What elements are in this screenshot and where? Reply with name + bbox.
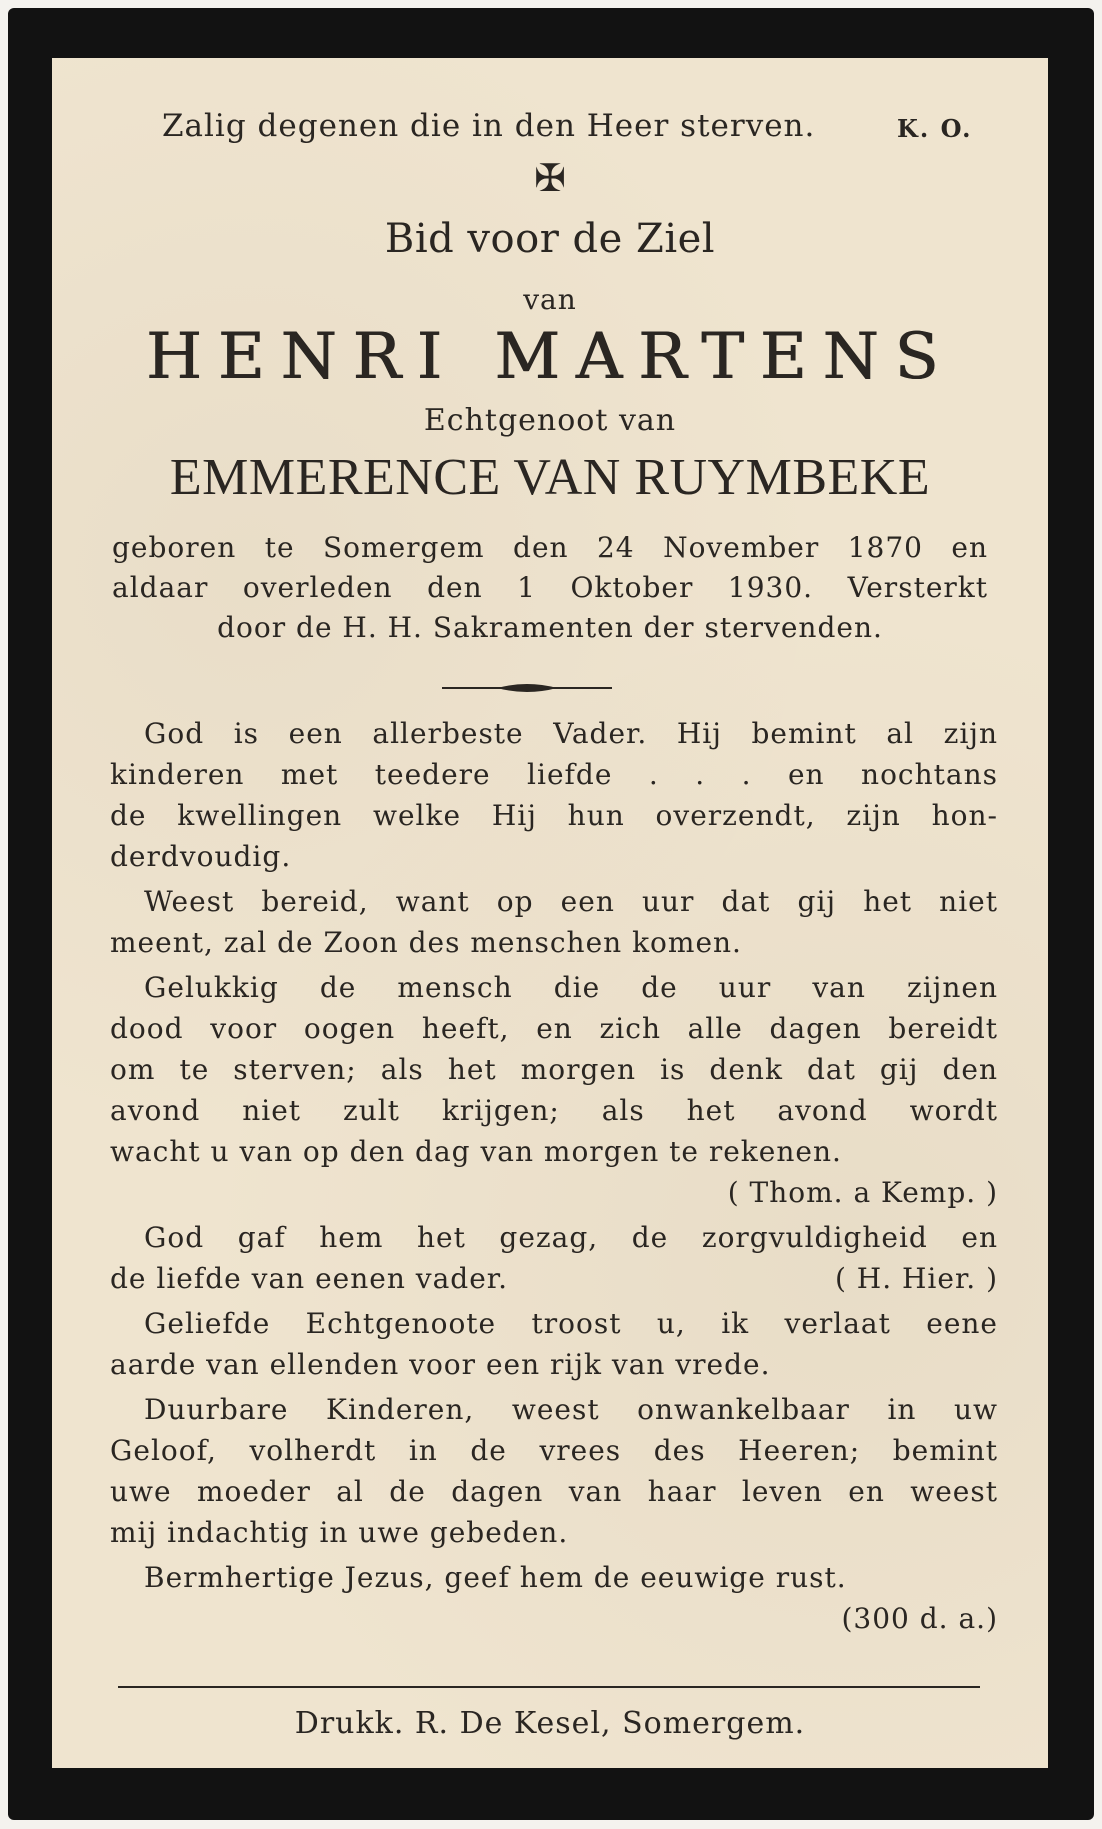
- verse-line: Gelukkig de mensch die de uur van zijnen: [144, 971, 998, 1004]
- verse-line: Bermhertige Jezus, geef hem de eeuwige rust.: [144, 1561, 847, 1594]
- van-text: van: [523, 283, 577, 316]
- verse-citation: ( Thom. a Kemp. ): [727, 1176, 998, 1209]
- verse-line: wacht u van op den dag van morgen te rekenen.: [110, 1135, 842, 1168]
- verse-paragraph: [110, 1389, 998, 1553]
- verse-paragraph: [110, 881, 998, 963]
- verse-citation: (300 d. a.): [841, 1602, 998, 1635]
- verse-paragraph: [110, 967, 998, 1213]
- verse-line: Geloof, volherdt in de vrees des Heeren; bemint: [110, 1434, 998, 1467]
- verse-line-with-citation: [110, 1258, 998, 1299]
- verse-citation: ( H. Hier. ): [834, 1262, 998, 1295]
- memorial-card-border: [8, 8, 1094, 1820]
- verse-paragraph: [110, 713, 998, 877]
- verse-line: Duurbare Kinderen, weest onwankelbaar in uw: [144, 1393, 998, 1426]
- bio-line: aldaar overleden den 1 Oktober 1930. Versterkt: [112, 571, 988, 604]
- verse-line: Weest bereid, want op een uur dat gij het niet: [144, 885, 998, 918]
- verse-line: God is een allerbeste Vader. Hij bemint al zijn: [144, 717, 998, 750]
- verse-line: om te sterven; als het morgen is denk dat gij den: [110, 1053, 998, 1086]
- verse-paragraph: [110, 1303, 998, 1385]
- verses-block: [110, 713, 998, 1643]
- verse-line: mij indachtig in uwe gebeden.: [110, 1516, 569, 1549]
- verse-line: dood voor oogen heeft, en zich alle dagen bereidt: [110, 1012, 998, 1045]
- bio-line: door de H. H. Sakramenten der stervenden.: [217, 611, 883, 644]
- cross-icon: ✠: [534, 156, 566, 200]
- prayer-heading: Bid voor de Ziel: [384, 216, 716, 262]
- motto-text: Zalig degenen die in den Heer sterven.: [162, 108, 816, 144]
- verse-line: derdvoudig.: [110, 840, 292, 873]
- footer-divider: [118, 1686, 980, 1688]
- verse-line: aarde van ellenden voor een rijk van vrede.: [110, 1348, 771, 1381]
- verse-line: de liefde van eenen vader.: [110, 1262, 508, 1295]
- verse-paragraph: [110, 1557, 998, 1639]
- verse-line: kinderen met teedere liefde . . . en nochtans: [110, 758, 998, 791]
- ornament-divider-icon: [442, 680, 612, 696]
- spouse-label: Echtgenoot van: [423, 403, 677, 438]
- spouse-name: EMMERENCE VAN RUYMBEKE: [169, 449, 931, 506]
- verse-line: Geliefde Echtgenoote troost u, ik verlaat eene: [144, 1307, 998, 1340]
- verse-line: meent, zal de Zoon des menschen komen.: [110, 926, 742, 959]
- motto-reference: K. O.: [897, 114, 973, 143]
- verse-line: uwe moeder al de dagen van haar leven en weest: [110, 1475, 998, 1508]
- deceased-name: HENRI MARTENS: [145, 320, 955, 394]
- bio-line: geboren te Somergem den 24 November 1870 en: [112, 531, 988, 564]
- verse-line: God gaf hem het gezag, de zorgvuldigheid en: [144, 1221, 998, 1254]
- memorial-card-paper: [52, 58, 1048, 1768]
- verse-line: avond niet zult krijgen; als het avond wordt: [110, 1094, 998, 1127]
- verse-line: de kwellingen welke Hij hun overzendt, zijn hon-: [110, 799, 998, 832]
- biography: [112, 528, 988, 648]
- verse-paragraph: [110, 1217, 998, 1299]
- printer-credit: Drukk. R. De Kesel, Somergem.: [294, 1706, 806, 1741]
